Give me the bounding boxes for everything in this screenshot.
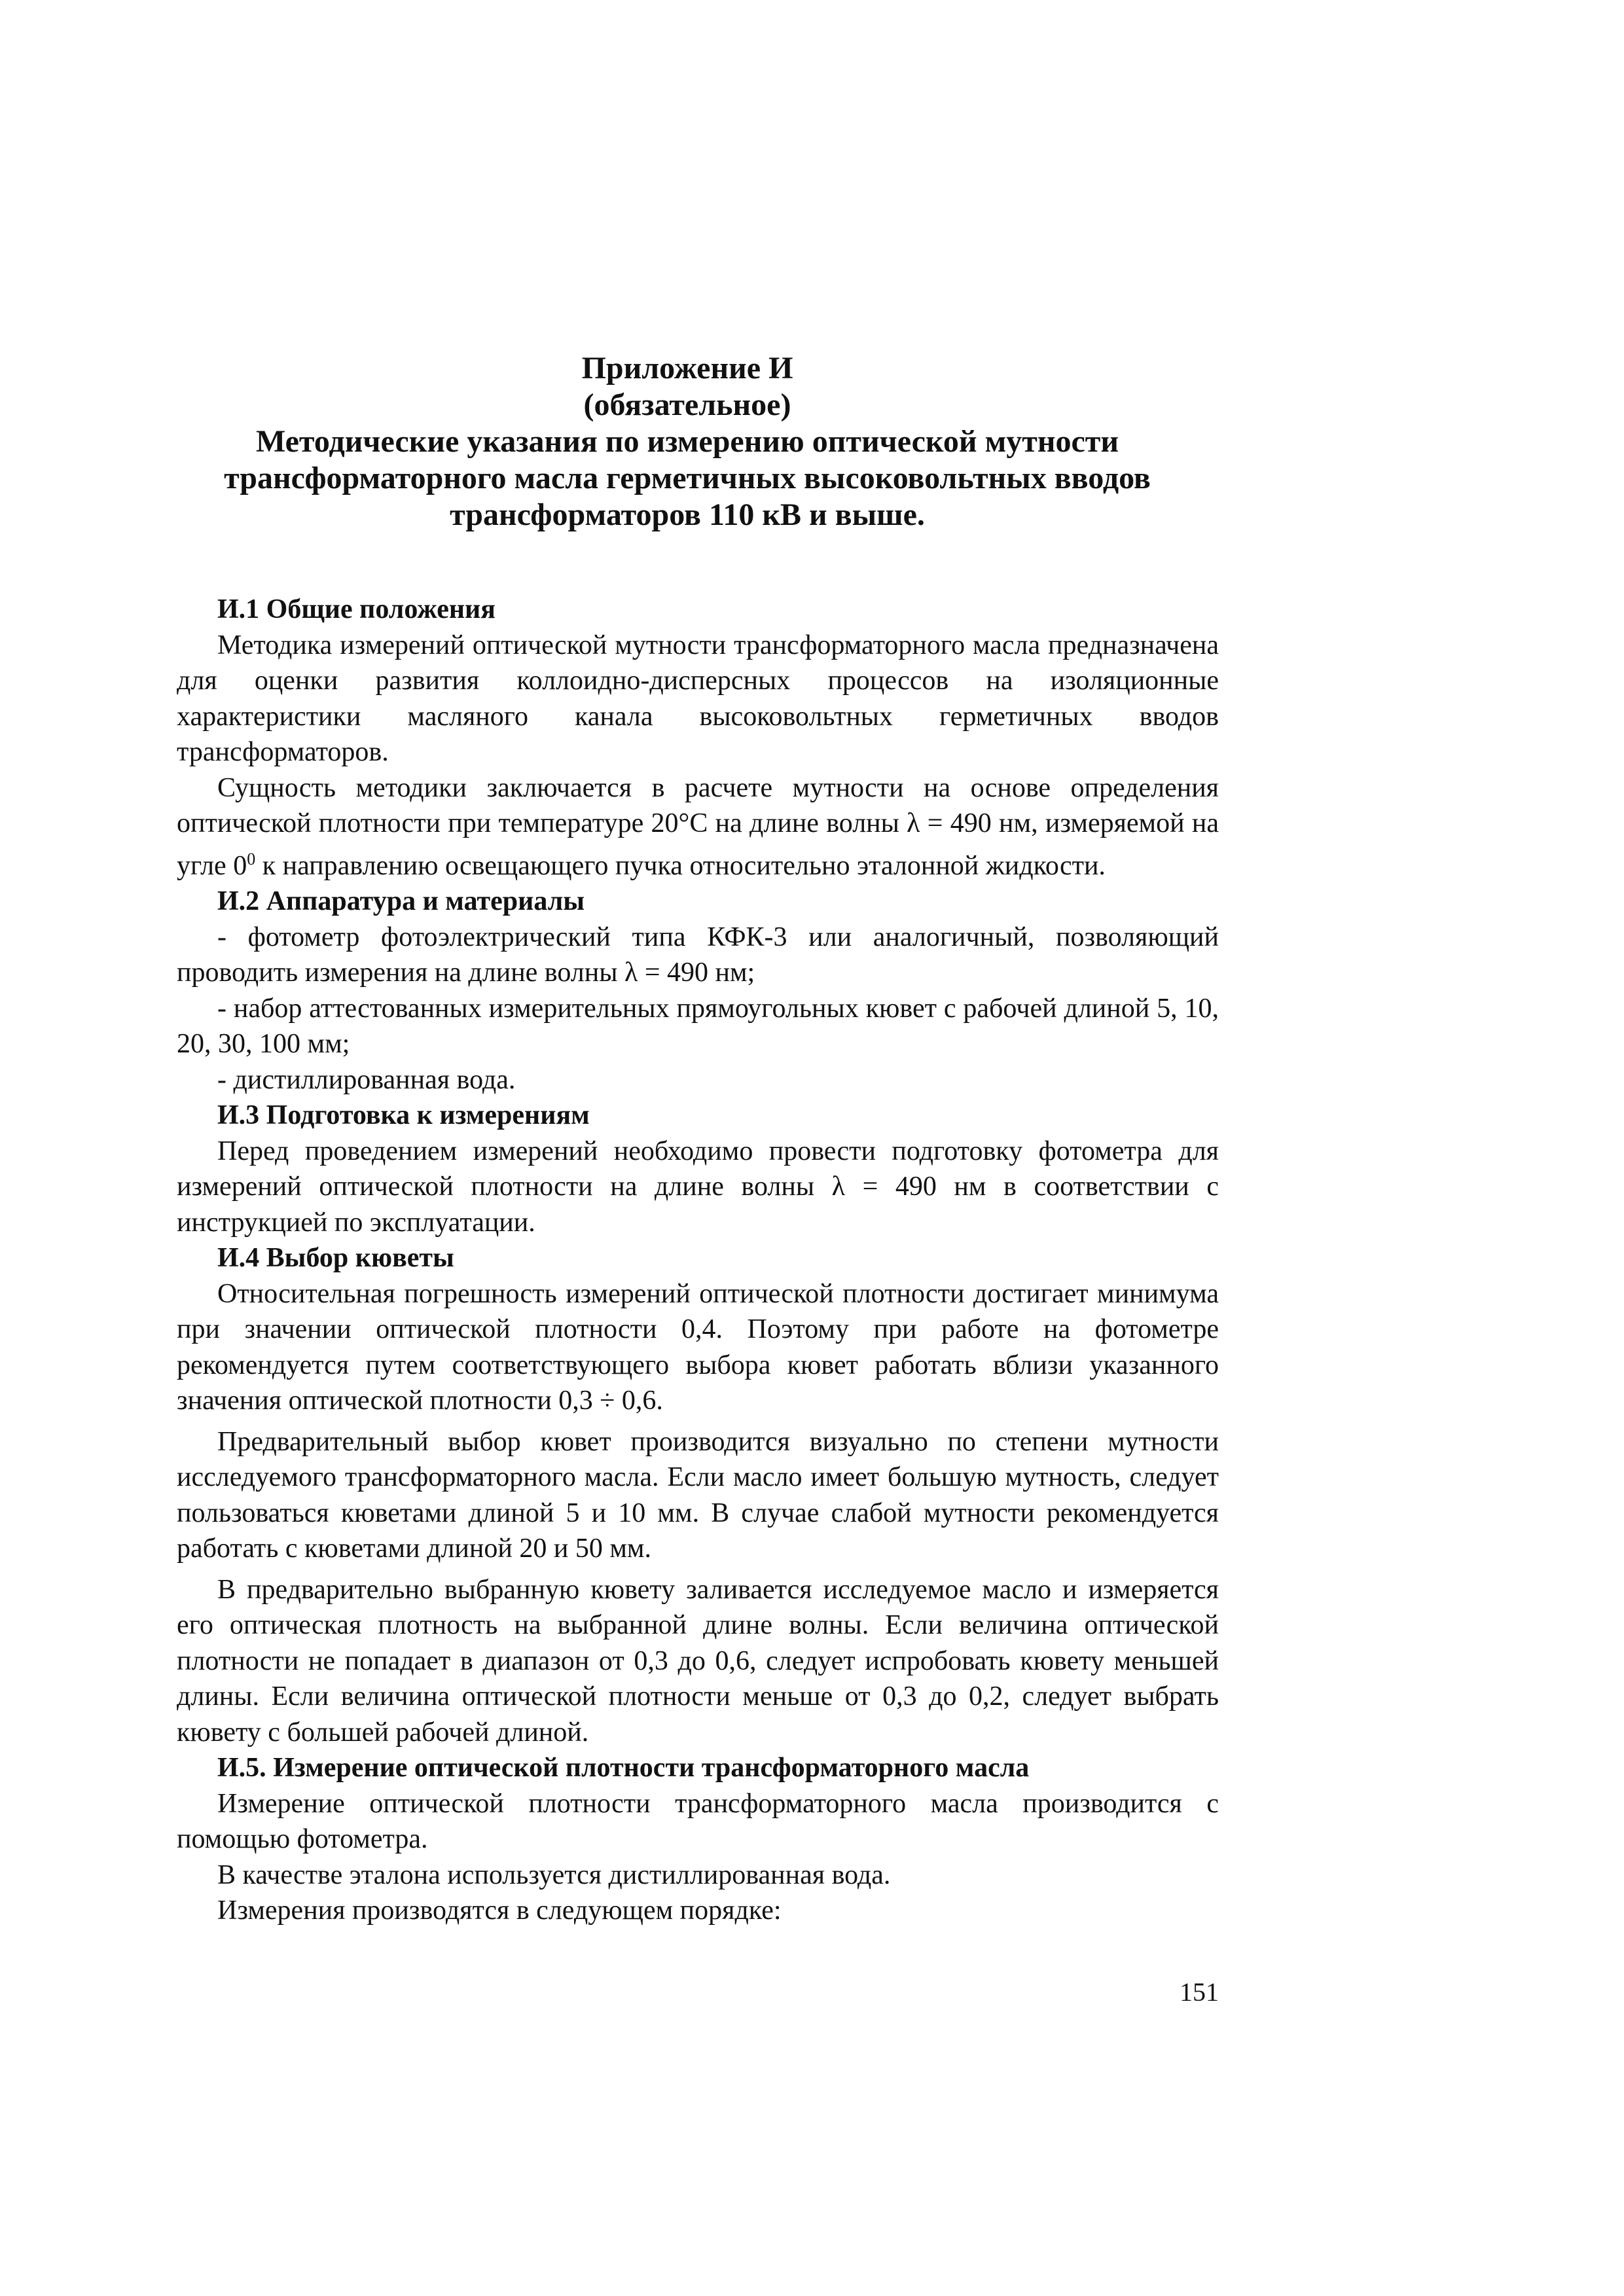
section-5-paragraph-1: Измерение оптической плотности трансформаторного масла производится с помощью фотометра. (177, 1788, 1219, 1854)
appendix-status: (обязательное) (583, 387, 791, 422)
appendix-label: Приложение И (581, 351, 793, 386)
section-5-paragraph-3: Измерения производятся в следующем порядке: (217, 1895, 782, 1926)
appendix-title-line-1: Методические указания по измерению оптической мутности (255, 424, 1119, 459)
section-1-paragraph-2 (177, 770, 1219, 884)
section-heading-4: И.4 Выбор кюветы (217, 1243, 454, 1273)
section-4-paragraph-3: В предварительно выбранную кювету заливается исследуемое масло и измеряется его оптическая плотность на выбранной длине волны. Если величина оптической плотности не попадает в диапазон от 0,3 до 0,6, следует испробовать кювету меньшей длины. Если величина оптической плотности меньше от 0,3 до 0,2, следует выбрать кювету с большей рабочей длиной. (177, 1574, 1219, 1748)
section-1-paragraph-2-tail: к направлению освещающего пучка относительно эталонной жидкости. (255, 850, 1106, 881)
section-1-paragraph-2-text: Сущность методики заключается в расчете мутности на основе определения оптической плотности при температуре 20°С на длине волны λ = 490 нм, измеряемой на угле 0 (177, 772, 1219, 881)
degree-superscript: 0 (247, 849, 256, 869)
section-heading-2: И.2 Аппаратура и материалы (217, 886, 585, 916)
page-number: 151 (1180, 1977, 1219, 2007)
equipment-item-photometer: - фотометр фотоэлектрический типа КФК-3 или аналогичный, позволяющий проводить измерения на длине волны λ = 490 нм; (177, 922, 1219, 988)
section-4-paragraph-1: Относительная погрешность измерений оптической плотности достигает минимума при значении оптической плотности 0,4. Поэтому при работе на фотометре рекомендуется путем соответствующего выбора кювет работать вблизи указанного значения оптической плотности 0,3 ÷ 0,6. (177, 1278, 1219, 1416)
section-4-paragraph-2: Предварительный выбор кювет производится визуально по степени мутности исследуемого трансформаторного масла. Если масло имеет большую мутность, следует пользоваться кюветами длиной 5 и 10 мм. В случае слабой мутности рекомендуется работать с кюветами длиной 20 и 50 мм. (177, 1426, 1219, 1564)
appendix-title-line-2: трансформаторного масла герметичных высоковольтных вводов (224, 461, 1151, 495)
section-heading-3: И.3 Подготовка к измерениям (217, 1100, 590, 1130)
equipment-item-water: - дистиллированная вода. (217, 1064, 516, 1095)
section-1-paragraph-1: Методика измерений оптической мутности трансформаторного масла предназначена для оценки развития коллоидно-дисперсных процессов на изоляционные характеристики масляного канала высоковольтных герметичных вводов трансформаторов. (177, 630, 1219, 767)
appendix-title-line-3: трансформаторов 110 кВ и выше. (450, 497, 925, 532)
document-body (177, 592, 1219, 1929)
section-3-paragraph-1: Перед проведением измерений необходимо провести подготовку фотометра для измерений оптической плотности на длине волны λ = 490 нм в соответствии с инструкцией по эксплуатации. (177, 1136, 1219, 1238)
equipment-item-cuvettes: - набор аттестованных измерительных прямоугольных кювет с рабочей длиной 5, 10, 20, 30, 100 мм; (177, 993, 1219, 1059)
section-heading-1: И.1 Общие положения (217, 594, 496, 624)
appendix-heading (157, 350, 1218, 533)
section-heading-5: И.5. Измерение оптической плотности трансформаторного масла (217, 1753, 1030, 1783)
section-5-paragraph-2: В качестве эталона используется дистиллированная вода. (217, 1859, 891, 1890)
